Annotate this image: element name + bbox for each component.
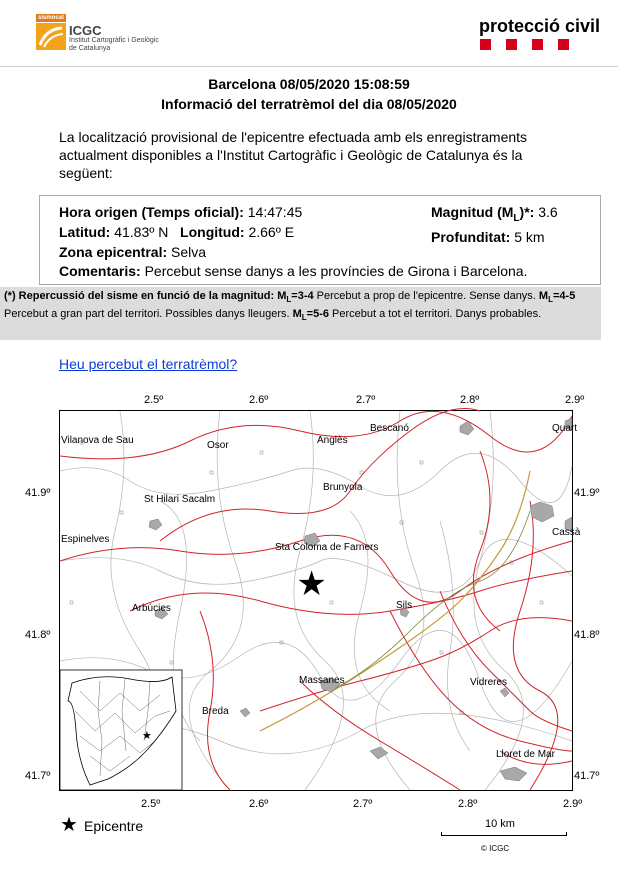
- origin-time: [59, 204, 302, 220]
- place-label: Anglès: [317, 435, 348, 446]
- lon-tick-top: 2.9º: [565, 394, 585, 406]
- place-label: Sils: [396, 600, 413, 611]
- proteccio-civil-logo-text: protecció civil: [479, 16, 601, 36]
- pc-logo-square: [480, 39, 491, 50]
- latitude-value: 41.83º N: [114, 224, 169, 240]
- lon-tick-top: 2.5º: [144, 394, 164, 406]
- scale-label: 10 km: [485, 818, 515, 830]
- pc-logo-square: [558, 39, 569, 50]
- lon-tick-top: 2.6º: [249, 394, 269, 406]
- epicenter-map: [59, 410, 581, 791]
- note-m3-text: Percebut a tot el territori. Danys probables.: [328, 308, 542, 321]
- report-subtitle: Informació del terratrèmol del dia 08/05/2020: [161, 96, 457, 112]
- place-label: Espinelves: [61, 534, 110, 545]
- magnitude: [431, 204, 558, 224]
- lon-tick-bottom: 2.5º: [141, 798, 161, 810]
- report-title: Barcelona 08/05/2020 15:08:59: [208, 76, 410, 92]
- comments-value: Percebut sense danys a les províncies de Girona i Barcelona.: [144, 263, 528, 279]
- place-label: Breda: [202, 706, 229, 717]
- origin-time-label: Hora origen (Temps oficial):: [59, 204, 244, 220]
- latitude-label: Latitud:: [59, 224, 111, 240]
- magnitude-note: [0, 287, 601, 340]
- note-intro: (*) Repercussió del sisme en funció de la magnitud:: [4, 290, 275, 302]
- lon-tick-bottom: 2.6º: [249, 798, 269, 810]
- comments-label: Comentaris:: [59, 263, 141, 279]
- lon-tick-bottom: 2.7º: [353, 798, 373, 810]
- note-m3: $M_L=5-6$: [292, 308, 329, 323]
- earthquake-info-box: [39, 195, 601, 285]
- scale-bar: [441, 832, 567, 836]
- lat-tick-left: 41.8º: [25, 629, 51, 641]
- intro-paragraph: La localització provisional de l'epicentre efectuada amb els enregistraments actualment disponibles a l'Institut Cartogràfic i Geològic de Catalunya és la següent:: [59, 129, 528, 181]
- lat-tick-left: 41.7º: [25, 770, 51, 782]
- pc-logo-square: [532, 39, 543, 50]
- depth-label: Profunditat:: [431, 229, 511, 245]
- icgc-name: ICGC: [69, 23, 102, 38]
- lat-tick-right: 41.8º: [574, 629, 600, 641]
- lat-tick-left: 41.9º: [25, 487, 51, 499]
- depth: [431, 229, 545, 245]
- inset-epicenter-star-icon: ★: [142, 729, 152, 742]
- lon-tick-bottom: 2.9º: [563, 798, 583, 810]
- origin-time-value: 14:47:45: [247, 204, 303, 220]
- place-label: Vidreres: [470, 677, 508, 688]
- lon-tick-top: 2.8º: [460, 394, 480, 406]
- note-m2-text: Percebut a gran part del territori. Possibles danys lleugers.: [4, 308, 293, 321]
- icgc-logo-icon: [36, 23, 66, 50]
- railway: [330, 511, 530, 691]
- place-label: Bescanó: [370, 423, 409, 434]
- place-label: Lloret de Mar: [496, 749, 555, 760]
- urban-areas: [149, 418, 581, 781]
- epicentral-zone: [59, 244, 206, 260]
- icgc-subtitle: Institut Cartogràfic i Geològic de Catalunya: [69, 37, 159, 52]
- place-label: Vilanova de Sau: [61, 435, 134, 446]
- place-label: Cassà: [552, 527, 581, 538]
- lat-tick-right: 41.7º: [574, 770, 600, 782]
- place-label: Sta Coloma de Farners: [275, 542, 379, 553]
- copyright: © ICGC: [481, 844, 510, 853]
- lon-tick-top: 2.7º: [356, 394, 376, 406]
- depth-value: 5 km: [514, 229, 545, 245]
- legend-star-icon: ★: [60, 814, 78, 836]
- header-divider: [0, 66, 618, 67]
- epicenter-star-icon: ★: [296, 564, 327, 603]
- longitude-value: 2.66º E: [248, 224, 295, 240]
- legend-label: Epicentre: [84, 818, 144, 834]
- lon-tick-bottom: 2.8º: [458, 798, 478, 810]
- place-label: Quart: [552, 423, 578, 434]
- sismocat-badge: sismocat: [37, 15, 64, 21]
- zone-value: Selva: [171, 244, 207, 260]
- place-label: Brunyola: [323, 482, 363, 493]
- note-m1-text: Percebut a prop de l'epicentre. Sense danys.: [313, 290, 539, 302]
- longitude-label: Longitud:: [180, 224, 245, 240]
- place-label: Arbúcies: [132, 603, 171, 614]
- magnitude-value: 3.6: [538, 204, 558, 220]
- pc-logo-square: [506, 39, 517, 50]
- place-label: St Hilari Sacalm: [144, 494, 216, 505]
- inset-catalonia-map: [60, 670, 182, 790]
- magnitude-label: Magnitud $(M_L)*$:: [431, 204, 535, 224]
- place-label: Osor: [207, 440, 229, 451]
- note-m2: $M_L=4-5$: [538, 290, 576, 305]
- note-m1: $M_L=3-4$: [277, 290, 314, 305]
- zone-label: Zona epicentral:: [59, 244, 168, 260]
- coordinates: [59, 224, 294, 240]
- place-label: Massanes: [299, 675, 345, 686]
- felt-earthquake-link[interactable]: Heu percebut el terratrèmol?: [59, 356, 238, 372]
- lat-tick-right: 41.9º: [574, 487, 600, 499]
- comments: [59, 263, 527, 279]
